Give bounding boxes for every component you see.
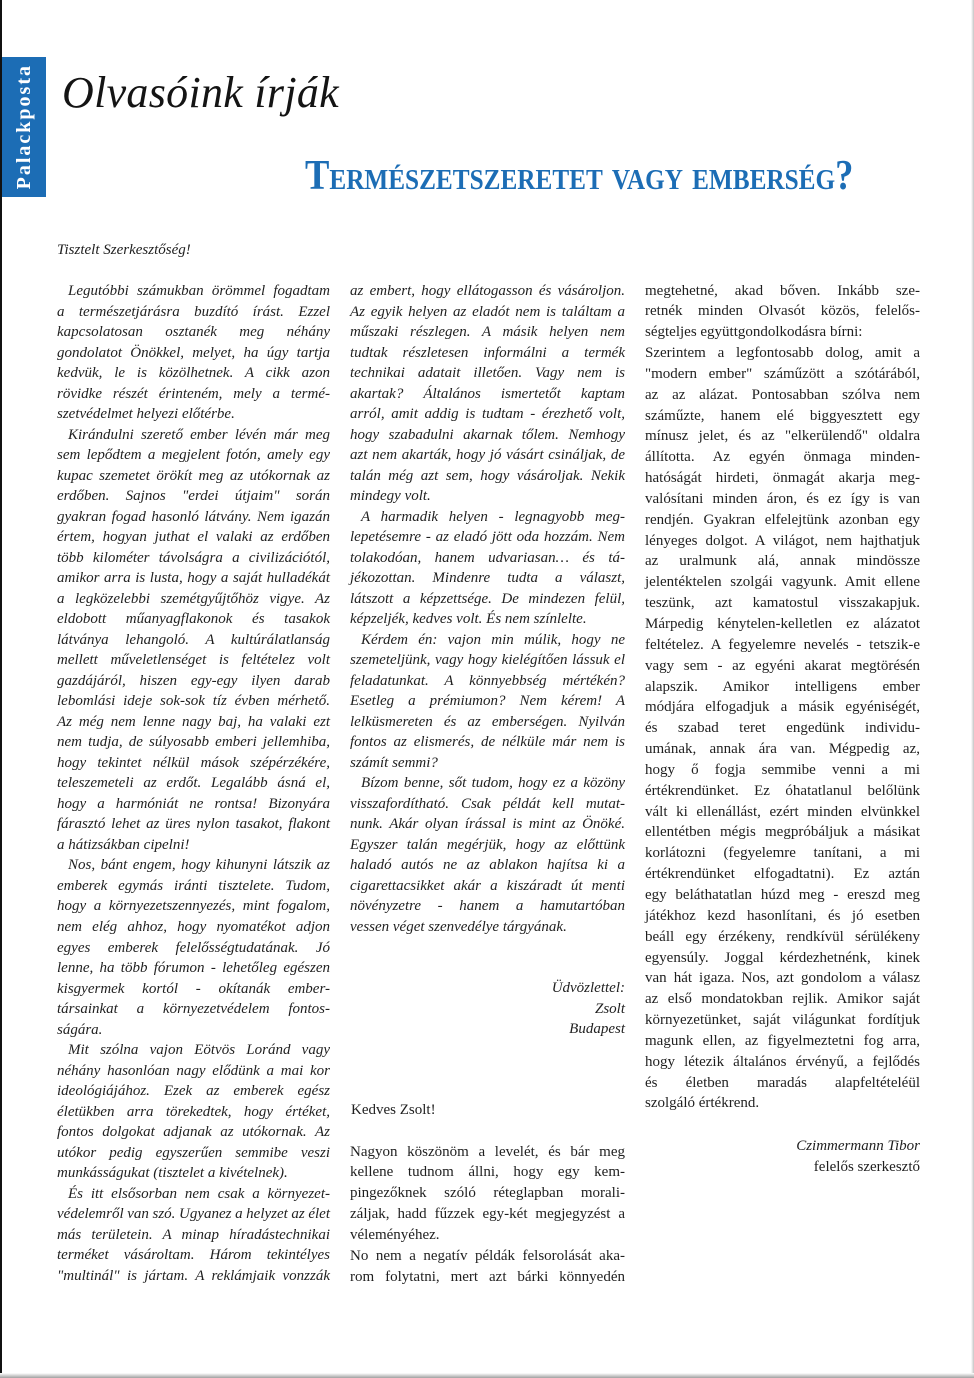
text-line: Egyszer talán megérjük, hogy az előttünk bbox=[350, 836, 625, 853]
text-line: jékozottan. Mindenre tudta a választ, bbox=[350, 570, 625, 587]
text-line: az az alázat. Pontosabban szólva nem bbox=[645, 386, 920, 403]
text-line: Bízom benne, sőt tudom, hogy ez a közöny bbox=[361, 775, 625, 792]
text-line: játékhoz kezd hasonlítani, és jó esetben bbox=[645, 907, 920, 924]
text-line: megtehetné, akad bőven. Inkább sze- bbox=[645, 282, 920, 299]
text-line: képzeljék, kedves volt. És nem színlelte. bbox=[350, 611, 587, 628]
text-line: rendjén. Gyakran elfelejtünk azonban egy bbox=[645, 511, 920, 528]
text-line: értékrendünket. Ez óhatatlanul belőlünk bbox=[645, 782, 920, 799]
text-line: a természetjárásra buzdító írást. Ezzel bbox=[57, 303, 330, 320]
text-line: egy beláthatatlan húzd meg - ereszd meg bbox=[645, 886, 920, 903]
text-line: kedvük, le is közölhetnek. A cikk azon bbox=[57, 365, 330, 382]
text-line: szolgáló értékrend. bbox=[645, 1095, 760, 1112]
article-headline: Természetszeretet vagy emberség? bbox=[305, 153, 854, 199]
text-line: gazdájáról, hiszen egy-egy ilyen darab bbox=[57, 672, 330, 689]
text-line: És itt elsősorban nem csak a környezet- bbox=[68, 1185, 330, 1202]
section-tab bbox=[2, 57, 46, 197]
text-line: száműzte, hanem elé biggyesztett egy bbox=[645, 407, 920, 424]
text-line: erdőben. Sajnos "erdei útjaim" során bbox=[57, 488, 330, 505]
text-line: Az még nem lenne nagy baj, ha valaki ezt bbox=[57, 713, 330, 730]
letter-column-2 bbox=[350, 281, 625, 938]
signature-title: felelős szerkesztő bbox=[813, 1158, 920, 1175]
letter-column-1 bbox=[57, 281, 330, 1286]
text-line: lényeges dolgot. A világot, nem hajthatjuk bbox=[645, 532, 920, 549]
text-line: lelküsmereten és az emberségen. Nyilván bbox=[350, 713, 625, 730]
text-line: egyes emberek felelősségtudatának. Jó bbox=[57, 939, 330, 956]
text-line: Szerintem a legfontosabb dolog, amit a bbox=[645, 345, 920, 362]
text-line: társainkat a környezetvédelem fontos- bbox=[57, 1001, 330, 1018]
text-line: feladatunkat. A könnyebbség mértékén? bbox=[350, 672, 625, 689]
text-line: Mit szólna vajon Eötvös Loránd vagy bbox=[68, 1042, 330, 1059]
text-line: mellett műveletlenséget is feltételez volt bbox=[57, 652, 330, 669]
text-line: nem elég ahhoz, hogy nyomatékot adjon bbox=[57, 918, 330, 935]
text-line: nem tudja, de súlyosabb emberi jellemhiba, bbox=[57, 734, 330, 751]
text-line: szetvédelmet helyezi előtérbe. bbox=[57, 406, 235, 423]
text-line: mindegy volt. bbox=[350, 488, 431, 505]
text-line: Nagyon köszönöm a levelét, és bár meg bbox=[350, 1143, 625, 1160]
text-line: hatóságát hirdeti, önmagát akarja meg- bbox=[645, 470, 920, 487]
closing-greeting: Üdvözlettel: bbox=[551, 980, 625, 996]
text-line: A harmadik helyen - legnagyobb meg- bbox=[361, 508, 625, 525]
text-line: mínusz jelet, és az "elkerülendő" oldalra bbox=[645, 428, 920, 445]
text-line: eldobott műanyagflakonok és tasakok bbox=[57, 611, 330, 628]
text-line: terméket vásároltam. Három tekintélyes bbox=[57, 1247, 330, 1264]
text-line: Kirándulni szerető ember lévén már meg bbox=[68, 426, 330, 443]
text-line: emberek egymás iránti tisztelete. Tudom, bbox=[57, 877, 330, 894]
closing-place: Budapest bbox=[569, 1021, 625, 1038]
text-line: műszaki részlegen. A másik helyen nem bbox=[350, 324, 625, 341]
text-line: állította. Az egyén önmaga minden- bbox=[645, 449, 920, 466]
text-line: fárasztó lehet az üres nylon tasakot, flakont bbox=[57, 816, 330, 833]
text-line: szemeteljünk, vagy hogy kielégítően lássuk el bbox=[350, 652, 625, 669]
text-line: több kilométer távolságra a civilizációtól, bbox=[57, 549, 330, 566]
text-line: lebomlási ideje sok-sok tíz évben mérhető. bbox=[57, 693, 330, 710]
text-line: az embert, hogy ellátogasson és vásároljon. bbox=[350, 283, 625, 299]
text-line: haladó autós ne az ablakon hajítsa ki a bbox=[350, 857, 625, 874]
text-line: umának, annak ára van. Mégpedig az, bbox=[645, 741, 920, 758]
text-line: lepetésemre - az eladó jött oda hozzám. Nem bbox=[350, 529, 625, 546]
text-line: talán még azt sem, hogy vásároljak. Nekik bbox=[350, 467, 625, 484]
text-line: más területein. A minap híradástechnikai bbox=[57, 1226, 330, 1243]
text-line: Legutóbbi számukban örömmel fogadtam bbox=[68, 283, 330, 299]
text-line: feltételez. A fegyelemre nevelés - tetszik-e bbox=[645, 636, 920, 653]
text-line: "multinál" is jártam. A reklámjaik vonzzák bbox=[57, 1267, 330, 1284]
text-line: valósítani minden áron, és ez így is van bbox=[645, 490, 920, 507]
text-line: amikor arra is lusta, hogy a saját hulladékát bbox=[57, 570, 330, 587]
text-line: pingezőknek szóló réteglapban morali- bbox=[350, 1185, 625, 1202]
text-line: visszafordítható. Csak példát kell mutat- bbox=[350, 795, 625, 812]
text-line: magunk ellen, az figyelmeztetni fog arra, bbox=[645, 1032, 920, 1049]
text-line: értem, hogyan juthat el valaki az erdőben bbox=[57, 529, 330, 546]
text-line: retnék minden Olvasót közös, felelős- bbox=[645, 303, 920, 320]
text-line: tolakodóan, hanem udvariasan… és tá- bbox=[350, 549, 625, 566]
text-line: számít semmi? bbox=[350, 754, 438, 771]
text-line: utókor pedig egyszerűen semmibe veszi bbox=[57, 1144, 330, 1161]
text-line: véleményéhez. bbox=[350, 1227, 440, 1244]
text-line: akartak? Általános ismertetőt kaptam bbox=[350, 385, 625, 402]
text-line: munkásságukat (tisztelet a kivételnek). bbox=[57, 1165, 288, 1182]
text-line: No nem a negatív példák felsorolását aka- bbox=[350, 1248, 625, 1265]
page-edge-bottom bbox=[0, 1373, 974, 1378]
text-line: a legközelebbi szemétgyűjtőhöz vigye. Az bbox=[57, 590, 330, 607]
text-line: Az egyik helyen az eladót nem is találtam a bbox=[350, 303, 625, 320]
text-line: vált ki ellenállást, ezért minden elvünkkel bbox=[645, 803, 920, 820]
text-line: hogy létezik általános érvényű, a fejlődés bbox=[645, 1053, 920, 1070]
text-line: vessen véget szenvedélye tárgyának. bbox=[350, 918, 567, 935]
text-line: Nos, bánt engem, hogy kihunyni látszik az bbox=[68, 857, 330, 874]
text-line: kisgyermek kortól - okítanák ember- bbox=[57, 980, 330, 997]
text-line: gyakran fogad hasonló látvány. Nem igazán bbox=[57, 508, 330, 525]
text-line: vagy sem - az egyéni akarat megtörésén bbox=[645, 657, 920, 674]
text-line: Esetleg a prémiumon? Nem kérem! A bbox=[350, 693, 625, 710]
text-line: ideológiájához. Ezek az emberek egész bbox=[57, 1083, 330, 1100]
text-line: ellentétben mégis megpróbáljuk a másikat bbox=[645, 824, 920, 841]
text-line: rövidke részét érinteném, mely a termé- bbox=[57, 385, 330, 402]
text-line: Márpedig kénytelen-kelletlen ez alázatot bbox=[645, 616, 920, 632]
text-line: gondolatot Önökkel, melyet, ha úgy tartja bbox=[57, 344, 330, 361]
text-line: ságára. bbox=[57, 1021, 103, 1038]
text-line: fontos az elismerés, de nélküle már nem is bbox=[350, 734, 625, 751]
text-line: hogy a környezetszennyezés, mint fogalom, bbox=[57, 898, 330, 915]
text-line: módjára elfogadjuk a másik egyéniségét, bbox=[645, 699, 920, 716]
text-line: környezetünket, saját világunkat fordítjuk bbox=[645, 1012, 920, 1029]
text-line: a hátizsákban cipelni! bbox=[57, 836, 190, 853]
text-line: hogy ő fogja semmibe venni a mi bbox=[645, 761, 920, 778]
text-line: az első mondatokban rejlik. Amikor saját bbox=[645, 991, 920, 1008]
text-line: arról, amit addig is tudtam - érezhető volt, bbox=[350, 406, 625, 423]
text-line: értékrendünket elfogadtatni). Ez aztán bbox=[645, 866, 920, 883]
text-line: van hát igaza. Nos, azt gondolom a válasz bbox=[645, 970, 920, 987]
text-line: néhány hasonlóan nagy elődünk a mai kor bbox=[57, 1062, 330, 1079]
reply-salutation: Kedves Zsolt! bbox=[351, 1102, 436, 1118]
text-line: hogy szabadulni akarnak tőlem. Nemhogy bbox=[350, 426, 625, 443]
text-line: az uralmunk alá, annak mindössze bbox=[645, 553, 920, 570]
text-line: lenne, ha több fórumon - lehetőleg egészen bbox=[57, 960, 330, 977]
reply-column-3 bbox=[645, 281, 920, 1115]
text-line: "modern ember" száműzött a szótárából, bbox=[645, 365, 920, 382]
letter-salutation: Tisztelt Szerkesztőség! bbox=[57, 242, 191, 258]
text-line: Kérdem én: vajon min múlik, hogy ne bbox=[361, 631, 625, 648]
reply-column-2 bbox=[350, 1142, 625, 1288]
text-line: technikai adatait illetően. Vagy nem is bbox=[350, 365, 625, 382]
text-line: korlátozni (fegyelemre tanítani, a mi bbox=[645, 845, 920, 862]
text-line: nunk. Akár olyan írással is mint az Önöké. bbox=[350, 816, 625, 833]
text-line: kellene tudnom állni, hogy egy kem- bbox=[350, 1164, 625, 1181]
text-line: és szabad teret engedünk individu- bbox=[645, 720, 920, 737]
text-line: kapcsolatosan osztanék meg néhány bbox=[57, 324, 330, 341]
text-line: sem lepődtem a megjelent fotón, amely egy bbox=[57, 447, 330, 464]
text-line: teleszemeteli az erdőt. Legalább ásná el, bbox=[57, 775, 330, 792]
signature-name: Czimmermann Tibor bbox=[796, 1137, 920, 1154]
text-line: látszott a képzettsége. De mindezen felül, bbox=[350, 590, 625, 607]
text-line: és életben maradás alapfeltételéül bbox=[645, 1074, 920, 1091]
text-line: hogy a harmóniát ne rontsa! Bizonyára bbox=[57, 795, 330, 812]
text-line: beáll egy érzékeny, rendkívül sérülékeny bbox=[645, 928, 920, 945]
text-line: egyensúly. Joggal kérdezhetnénk, kinek bbox=[645, 949, 920, 966]
closing-name: Zsolt bbox=[594, 1000, 625, 1017]
text-line: növényzetre - hanem a hamutartóban bbox=[350, 898, 625, 915]
column-title: Olvasóink írják bbox=[62, 68, 340, 117]
text-line: ségteljes együttgondolkodásra bírni: bbox=[645, 324, 863, 341]
page-edge-left bbox=[0, 0, 2, 1378]
text-line: fontos dolgokat adjanak az utókornak. Az bbox=[57, 1124, 330, 1141]
text-line: záljak, hadd fűzzek egy-két megjegyzést a bbox=[350, 1206, 625, 1223]
text-line: cigarettacsikket akár a kiszáradt út menti bbox=[350, 877, 625, 894]
text-line: alapszik. Amikor intelligens ember bbox=[645, 678, 920, 695]
text-line: látványa lehangoló. A kultúrálatlanság bbox=[57, 631, 330, 648]
text-line: hogy tekintet nélkül mások szépérzékére, bbox=[57, 754, 330, 771]
letter-closing bbox=[350, 978, 625, 1040]
text-line: védelemről van szó. Ugyanez a helyzet az élet bbox=[57, 1206, 330, 1223]
text-line: azt nem akarták, hogy jó vásárt csináljak, de bbox=[350, 447, 625, 464]
section-tab-label: Palackposta bbox=[13, 64, 35, 190]
text-line: teszünk, azt kamatostul visszakapjuk. bbox=[645, 595, 920, 612]
text-line: tudtak részletesen informálni a termék bbox=[350, 344, 625, 361]
text-line: jelentéktelen szolgái vagyunk. Amit ellene bbox=[645, 574, 920, 591]
text-line: rom folytatni, mert azt bárki könnyedén bbox=[350, 1268, 625, 1285]
editor-signature bbox=[645, 1136, 920, 1178]
text-line: kupac szemetet örökít meg az utókornak az bbox=[57, 467, 330, 484]
text-line: életükben arra törekedtek, hogy értéket, bbox=[57, 1103, 330, 1120]
